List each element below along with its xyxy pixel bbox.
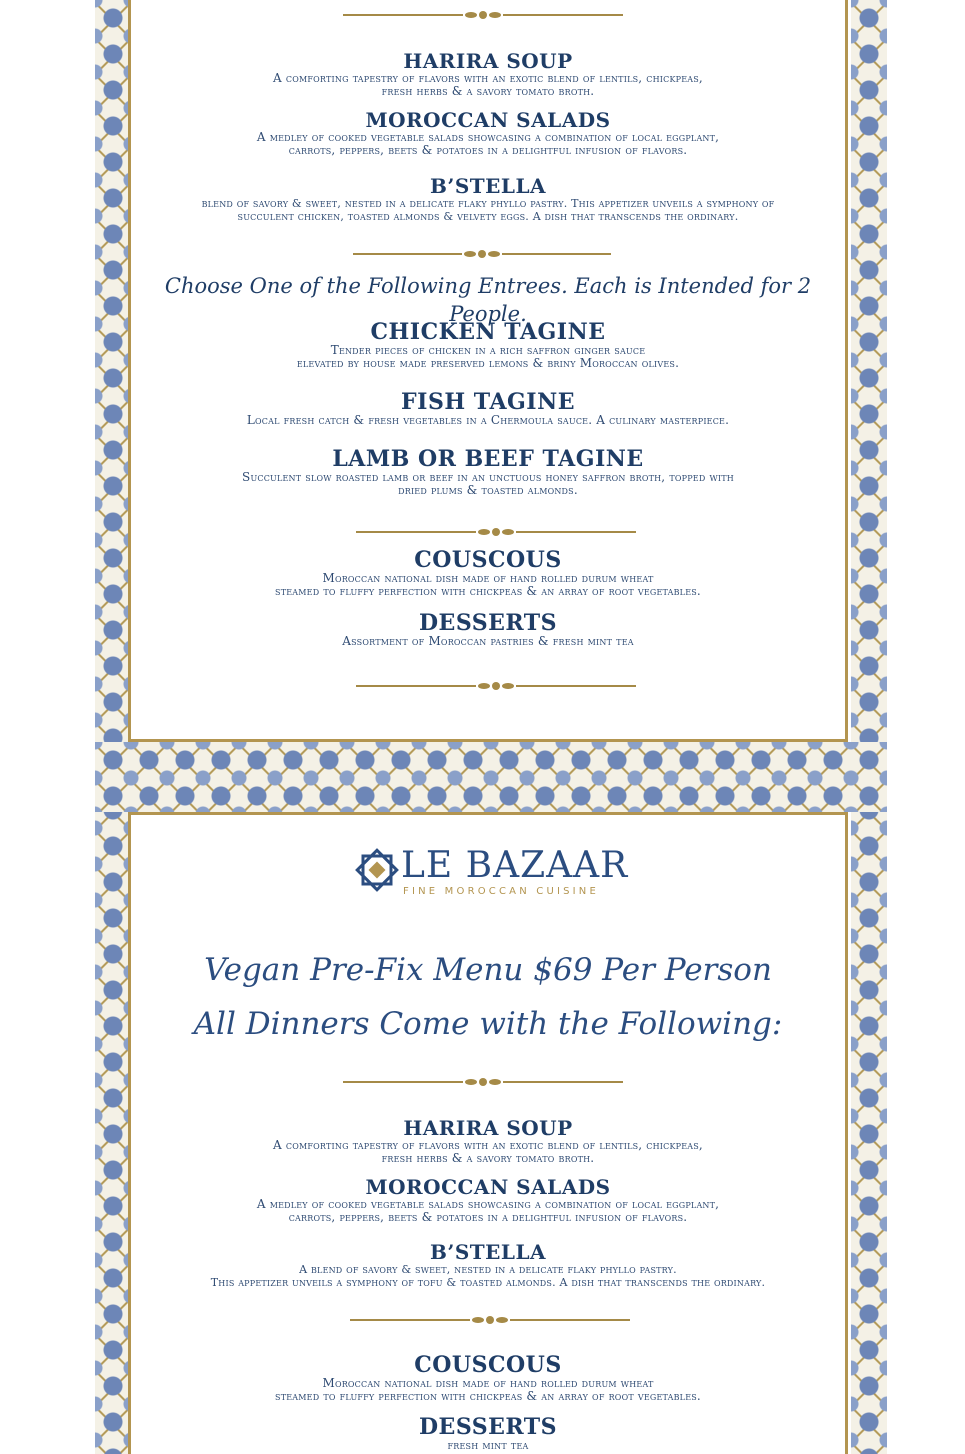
dish-couscous xyxy=(131,548,845,598)
dish-desc-line: Assortment of Moroccan pastries & fresh mint tea xyxy=(342,634,634,648)
dish-title: FISH TAGINE xyxy=(401,389,575,415)
dish-moroccan-salads xyxy=(131,109,845,157)
vegan-dish-bstella xyxy=(131,1241,845,1289)
dish-desc-line: This appetizer unveils a symphony of tofu & toasted almonds. A dish that transcends the ordinary. xyxy=(210,1276,766,1289)
vegan-heading-line2: All Dinners Come with the Following: xyxy=(193,1006,783,1042)
brand-logo xyxy=(355,845,635,900)
vegan-heading-line1: Vegan Pre-Fix Menu $69 Per Person xyxy=(204,952,772,988)
dish-desc-line: carrots, peppers, beets & potatoes in a delightful infusion of flavors. xyxy=(288,143,688,157)
dish-title: COUSCOUS xyxy=(414,547,562,573)
dish-bstella xyxy=(131,175,845,223)
dish-desc-line: carrots, peppers, beets & potatoes in a delightful infusion of flavors. xyxy=(288,1210,688,1224)
dish-desc-line: Succulent slow roasted lamb or beef in an unctuous honey saffron broth, topped with xyxy=(242,470,734,484)
dish-desc-line: Tender pieces of chicken in a rich saffron ginger sauce xyxy=(330,343,646,357)
dish-title: COUSCOUS xyxy=(414,1352,562,1378)
dish-desc-line: succulent chicken, toasted almonds & velvety eggs. A dish that transcends the ordinary. xyxy=(237,210,739,223)
dish-desc-line: fresh mint tea xyxy=(447,1438,529,1452)
moroccan-star-icon xyxy=(355,848,399,892)
dish-title: B’STELLA xyxy=(429,1240,547,1264)
vegan-dish-harira-soup xyxy=(131,1117,845,1165)
tile-border-right xyxy=(851,0,887,1454)
vegan-dish-desserts xyxy=(131,1415,845,1452)
dish-desc-line: Moroccan national dish made of hand rolled durum wheat xyxy=(322,571,654,585)
dish-desc-line: steamed to fluffy perfection with chickpeas & an array of root vegetables. xyxy=(275,1389,701,1403)
entree-heading: Choose One of the Following Entrees. Each is Intended for 2 People. xyxy=(164,274,812,326)
brand-name: LE BAZAAR xyxy=(401,845,629,886)
vegan-dish-moroccan-salads xyxy=(131,1176,845,1224)
dish-desc-line: A medley of cooked vegetable salads showcasing a combination of local eggplant, xyxy=(256,1197,720,1211)
dish-desc-line: blend of savory & sweet, nested in a delicate flaky phyllo pastry. This appetizer unveils a symphony of xyxy=(201,197,775,210)
dish-chicken-tagine xyxy=(131,320,845,370)
dish-desc-line: A comforting tapestry of flavors with an exotic blend of lentils, chickpeas, xyxy=(273,71,703,85)
dish-desc-line: A blend of savory & sweet, nested in a delicate flaky phyllo pastry. xyxy=(299,1263,677,1276)
dish-lamb-beef-tagine xyxy=(131,447,845,497)
dish-desc-line: Local fresh catch & fresh vegetables in a Chermoula sauce. A culinary masterpiece. xyxy=(246,413,730,427)
dish-fish-tagine xyxy=(131,390,845,427)
dish-title: B’STELLA xyxy=(429,174,547,198)
dish-desc-line: A medley of cooked vegetable salads showcasing a combination of local eggplant, xyxy=(256,130,720,144)
dish-title: CHICKEN TAGINE xyxy=(370,319,606,345)
dish-desc-line: fresh herbs & a savory tomato broth. xyxy=(381,1151,595,1165)
ornament-divider xyxy=(343,1077,623,1087)
dish-title: MOROCCAN SALADS xyxy=(365,108,611,132)
dish-harira-soup xyxy=(131,50,845,98)
dish-title: DESSERTS xyxy=(418,610,558,636)
dish-desc-line: Moroccan national dish made of hand rolled durum wheat xyxy=(322,1376,654,1390)
dish-desc-line: A comforting tapestry of flavors with an exotic blend of lentils, chickpeas, xyxy=(273,1138,703,1152)
dish-desserts xyxy=(131,611,845,648)
dish-desc-line: elevated by house made preserved lemons & briny Moroccan olives. xyxy=(296,356,680,370)
dish-title: MOROCCAN SALADS xyxy=(365,1175,611,1199)
ornament-divider xyxy=(356,681,636,691)
dish-title: HARIRA SOUP xyxy=(403,1116,573,1140)
tile-border-left xyxy=(95,0,131,1454)
ornament-divider xyxy=(343,10,623,20)
ornament-divider xyxy=(356,527,636,537)
ornament-divider xyxy=(353,249,611,259)
dish-title: LAMB OR BEEF TAGINE xyxy=(332,446,644,472)
vegan-dish-couscous xyxy=(131,1353,845,1403)
dish-desc-line: fresh herbs & a savory tomato broth. xyxy=(381,84,595,98)
tile-band-middle xyxy=(95,742,887,812)
dish-title: DESSERTS xyxy=(418,1414,558,1440)
brand-tagline: FINE MOROCCAN CUISINE xyxy=(403,886,600,897)
dish-desc-line: steamed to fluffy perfection with chickpeas & an array of root vegetables. xyxy=(275,584,701,598)
dish-desc-line: dried plums & toasted almonds. xyxy=(398,483,578,497)
ornament-divider xyxy=(350,1315,630,1325)
dish-title: HARIRA SOUP xyxy=(403,49,573,73)
